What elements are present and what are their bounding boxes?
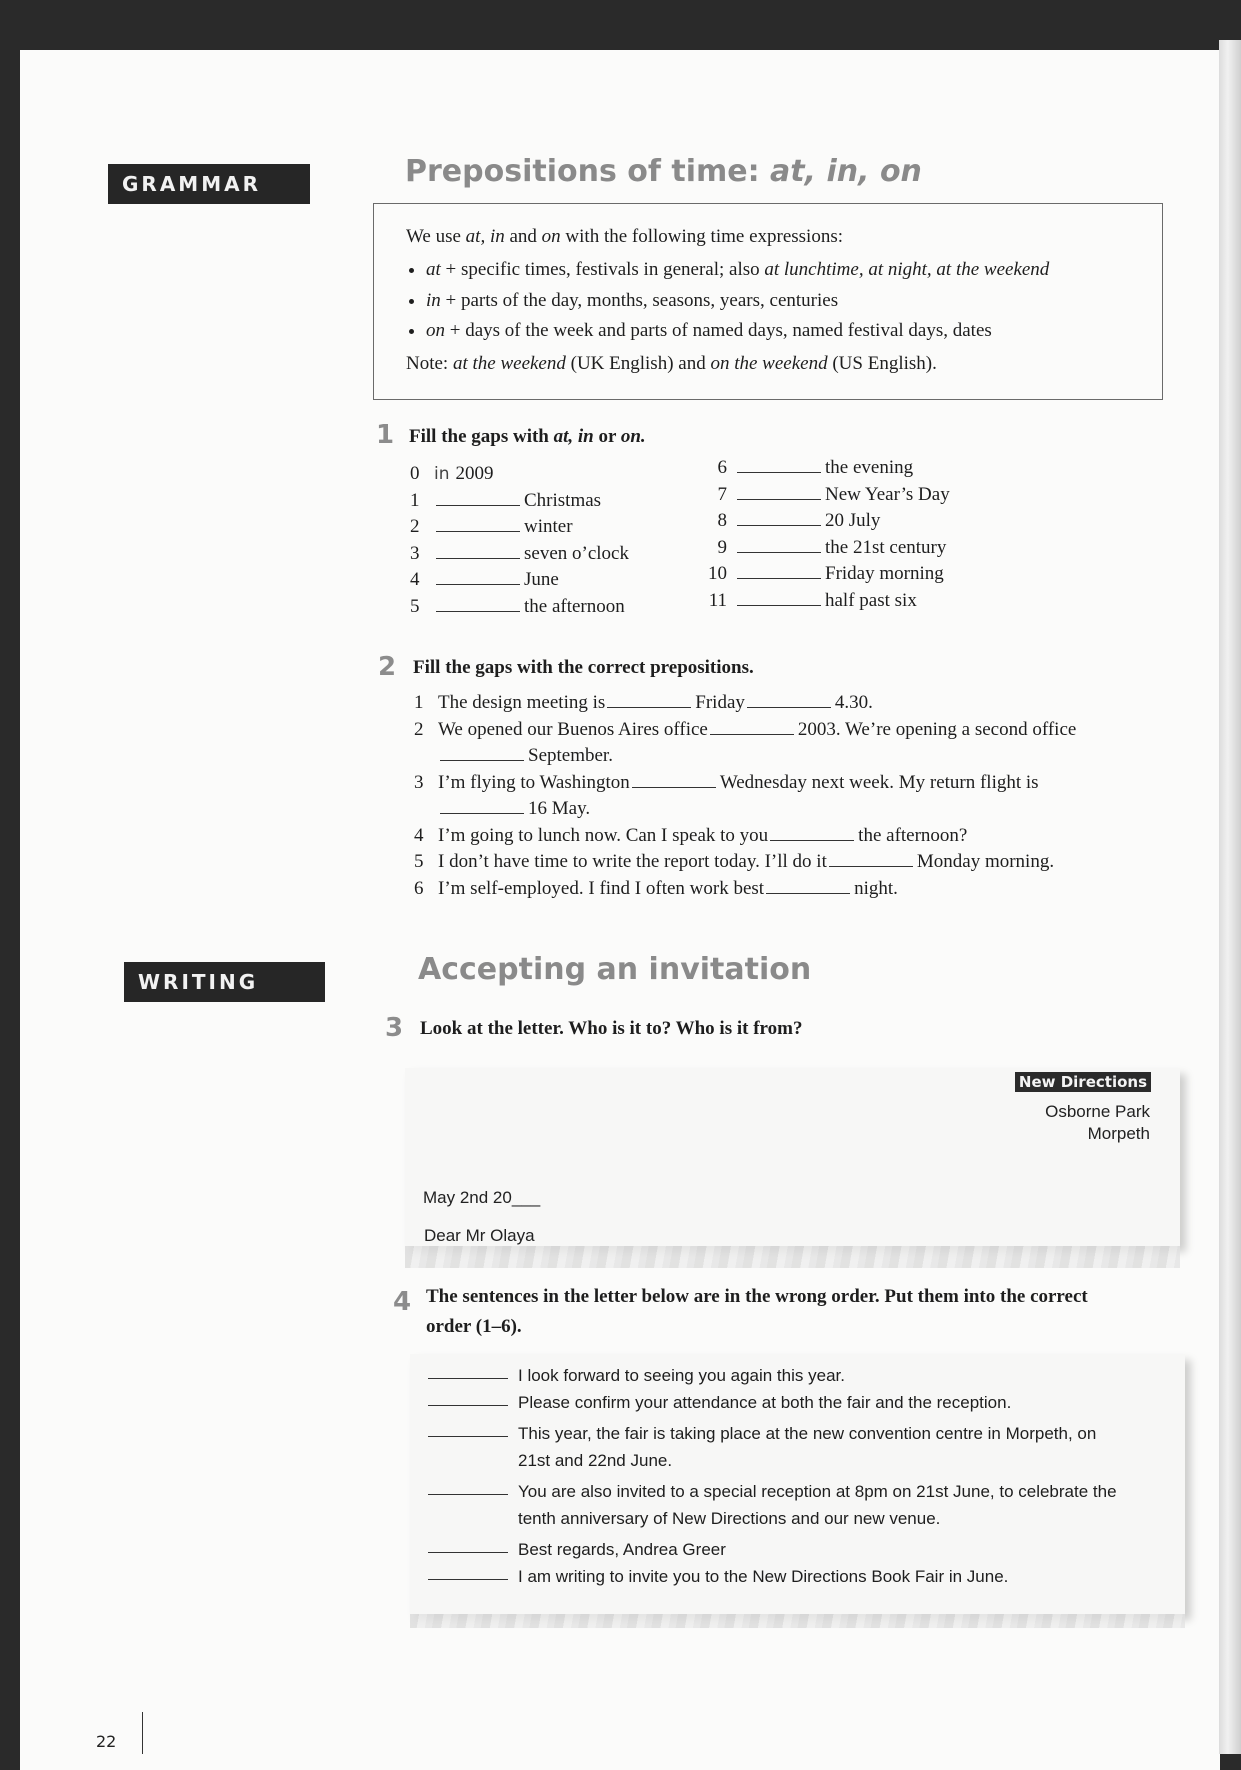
exercise-3-title: Look at the letter. Who is it to? Who is it from? <box>420 1018 803 1039</box>
item-text: 2003. We’re opening a second office <box>797 718 1077 740</box>
item-text: I don’t have time to write the report today. I’ll do it <box>438 851 827 872</box>
item-text: New Year’s Day <box>825 483 950 505</box>
order-gap[interactable] <box>428 1478 508 1495</box>
item-text: the evening <box>825 457 914 478</box>
sentence-line: You are also invited to a special reception at 8pm on 21st June, to celebrate the <box>518 1482 1117 1501</box>
item-text: night. <box>854 877 898 899</box>
item-number: 4 <box>414 824 424 846</box>
item-text: Christmas <box>524 489 602 511</box>
sentence-line: Please confirm your attendance at both the fair and the reception. <box>518 1393 1012 1412</box>
grammar-title <box>405 154 922 189</box>
grammar-rule-box <box>373 203 1163 400</box>
ex4-title-line: The sentences in the letter below are in the wrong order. Put them into the correct <box>426 1286 1088 1307</box>
sentence-line: tenth anniversary of New Directions and our new venue. <box>518 1509 941 1528</box>
writing-section-label: WRITING <box>124 962 325 1002</box>
address-line: Morpeth <box>1087 1124 1150 1143</box>
list-item-continuation <box>414 743 1174 770</box>
exercise-2-title: Fill the gaps with the correct prepositions. <box>413 657 754 678</box>
item-number: 2 <box>414 718 424 740</box>
sentence <box>518 1563 1008 1590</box>
list-item <box>693 457 1013 484</box>
letter-sentences <box>410 1354 1185 1614</box>
item-number: 3 <box>410 542 420 564</box>
item-text: the afternoon <box>524 595 625 617</box>
rule-note-mid: (UK English) and <box>565 353 711 375</box>
rule-note-us: on the weekend <box>710 353 828 375</box>
answer-gap[interactable] <box>436 491 520 506</box>
item-number: 6 <box>414 877 424 899</box>
item-text: the afternoon? <box>858 824 968 846</box>
item-text: The design meeting is <box>438 692 606 713</box>
item-number: 6 <box>717 457 727 478</box>
list-item <box>414 770 1174 797</box>
answer-gap[interactable] <box>436 517 520 532</box>
list-item <box>410 543 710 570</box>
order-gap[interactable] <box>428 1536 508 1553</box>
sentence <box>518 1389 1011 1416</box>
rule-bullet-extra: at lunchtime, at night, at the weekend <box>764 258 1050 280</box>
order-gap[interactable] <box>428 1362 508 1379</box>
answer-gap[interactable] <box>737 511 821 526</box>
answer-gap[interactable] <box>440 746 524 761</box>
answer-gap[interactable] <box>747 693 831 708</box>
answer-gap[interactable] <box>737 564 821 579</box>
list-item <box>414 823 1174 850</box>
sentence-line: I am writing to invite you to the New Directions Book Fair in June. <box>518 1567 1009 1586</box>
rule-bullet-word: on <box>426 320 445 342</box>
exercise-1-right-column <box>693 457 1013 616</box>
rule-bullet-text: + specific times, festivals in general; also <box>440 258 765 280</box>
answer-gap[interactable] <box>737 485 821 500</box>
sentence <box>518 1420 1096 1474</box>
ex1-title-pre: Fill the gaps with <box>409 426 554 447</box>
answer-gap[interactable] <box>710 720 794 735</box>
list-item <box>428 1362 1185 1389</box>
example-answer: in <box>434 464 450 484</box>
item-number: 1 <box>414 692 424 713</box>
list-item <box>410 490 710 517</box>
item-text: Friday morning <box>825 563 944 584</box>
item-text: the 21st century <box>825 536 947 558</box>
rule-intro-on: on <box>541 226 561 247</box>
answer-gap[interactable] <box>770 826 854 841</box>
grammar-section-label: GRAMMAR <box>108 164 310 204</box>
answer-gap[interactable] <box>737 538 821 553</box>
item-number: 9 <box>717 536 727 558</box>
sentence-line: 21st and 22nd June. <box>518 1451 673 1470</box>
order-gap[interactable] <box>428 1420 508 1437</box>
ex1-title-or: or <box>593 426 621 447</box>
letter-address <box>1045 1102 1150 1144</box>
rule-bullet-text: + parts of the day, months, seasons, years, centuries <box>440 289 839 311</box>
rule-intro <box>406 222 1134 253</box>
letter-excerpt <box>405 1068 1180 1246</box>
list-item <box>410 463 710 490</box>
item-number: 3 <box>414 771 424 793</box>
answer-gap[interactable] <box>436 544 520 559</box>
list-item <box>410 569 710 596</box>
item-number: 11 <box>708 589 727 611</box>
list-item <box>693 590 1013 617</box>
item-text: 20 July <box>825 510 881 531</box>
list-item <box>414 717 1174 744</box>
item-text: 4.30. <box>834 692 873 713</box>
item-number: 1 <box>410 489 420 511</box>
exercise-4-number: 4 <box>393 1287 412 1317</box>
writing-title: Accepting an invitation <box>418 952 812 987</box>
item-text: I’m self-employed. I find I often work best <box>438 877 765 899</box>
rule-note-pre: Note: <box>406 353 453 375</box>
list-item <box>414 849 1174 876</box>
item-text: seven o’clock <box>524 542 629 564</box>
answer-gap[interactable] <box>766 879 850 894</box>
list-item <box>414 690 1174 717</box>
list-item <box>428 1478 1185 1532</box>
item-text: 16 May. <box>528 798 591 819</box>
list-item <box>410 596 710 623</box>
item-number: 8 <box>717 510 727 531</box>
answer-gap[interactable] <box>737 591 821 606</box>
letter-salutation: Dear Mr Olaya <box>424 1226 535 1245</box>
rule-bullet-text: + days of the week and parts of named days, named festival days, dates <box>445 320 992 342</box>
item-number: 0 <box>410 463 420 484</box>
item-number: 2 <box>410 516 420 537</box>
answer-gap[interactable] <box>737 458 821 473</box>
rule-note <box>406 349 1134 380</box>
item-text: Friday <box>695 692 745 713</box>
list-item <box>693 563 1013 590</box>
answer-gap[interactable] <box>829 852 913 867</box>
item-text: half past six <box>825 589 917 611</box>
item-text: We opened our Buenos Aires office <box>438 718 708 740</box>
rule-intro-post: with the following time expressions: <box>560 226 843 247</box>
item-number: 5 <box>414 851 424 872</box>
sentence-line: I look forward to seeing you again this year. <box>518 1366 845 1385</box>
answer-gap[interactable] <box>440 799 524 814</box>
torn-edge <box>410 1614 1185 1628</box>
letter-date: May 2nd 20___ <box>423 1188 541 1207</box>
answer-gap[interactable] <box>632 773 716 788</box>
item-number: 7 <box>717 483 727 505</box>
rule-intro-and: and <box>504 226 542 247</box>
exercise-2-list <box>414 690 1174 902</box>
rule-bullet-on <box>426 316 1134 347</box>
rule-bullet-word: at <box>426 258 441 280</box>
rule-bullets <box>406 255 1134 347</box>
rule-note-uk: at the weekend <box>452 353 566 375</box>
exercise-1-title <box>409 426 646 448</box>
rule-bullet-at <box>426 255 1134 286</box>
list-item <box>428 1536 1185 1563</box>
item-text: winter <box>524 516 573 537</box>
item-text: Wednesday next week. My return flight is <box>719 771 1039 793</box>
list-item-continuation <box>414 796 1174 823</box>
item-text: June <box>524 569 559 590</box>
page-number-rule <box>142 1712 143 1754</box>
torn-edge <box>405 1246 1180 1268</box>
page-edge <box>1219 40 1241 1754</box>
address-line: Osborne Park <box>1045 1102 1150 1121</box>
sentence <box>518 1362 845 1389</box>
list-item <box>428 1420 1185 1474</box>
order-gap[interactable] <box>428 1563 508 1580</box>
sentence-line: This year, the fair is taking place at the new convention centre in Morpeth, on <box>518 1424 1097 1443</box>
page-number: 22 <box>96 1732 117 1751</box>
rule-note-post: (US English). <box>827 353 937 375</box>
ex1-title-words: at, in <box>553 426 594 447</box>
new-directions-logo: New Directions <box>1015 1072 1151 1092</box>
list-item <box>428 1389 1185 1416</box>
list-item <box>693 510 1013 537</box>
list-item <box>410 516 710 543</box>
list-item <box>693 537 1013 564</box>
item-text: 2009 <box>455 463 494 484</box>
rule-intro-pre: We use <box>406 226 466 247</box>
exercise-3-number: 3 <box>385 1013 404 1043</box>
exercise-1-left-column <box>410 463 710 622</box>
rule-bullet-word: in <box>426 289 441 311</box>
exercise-2-number: 2 <box>378 652 397 682</box>
sentence <box>518 1536 726 1563</box>
ex4-title-line: order (1–6). <box>426 1316 522 1337</box>
item-number: 4 <box>410 569 420 590</box>
answer-gap[interactable] <box>436 570 520 585</box>
ex1-title-on: on. <box>620 426 646 447</box>
answer-gap[interactable] <box>436 597 520 612</box>
exercise-1-number: 1 <box>376 420 395 450</box>
rule-bullet-in <box>426 286 1134 317</box>
list-item <box>428 1563 1185 1590</box>
item-text: I’m going to lunch now. Can I speak to you <box>438 824 769 846</box>
item-number: 10 <box>708 563 727 584</box>
list-item <box>414 876 1174 903</box>
order-gap[interactable] <box>428 1389 508 1406</box>
sentence-line: Best regards, Andrea Greer <box>518 1540 726 1559</box>
sentence <box>518 1478 1117 1532</box>
item-text: I’m flying to Washington <box>438 771 630 793</box>
item-text: September. <box>528 745 613 766</box>
grammar-title-text: Prepositions of time: <box>405 154 771 189</box>
list-item <box>693 484 1013 511</box>
item-number: 5 <box>410 595 420 617</box>
grammar-title-words: at, in, on <box>770 154 922 189</box>
answer-gap[interactable] <box>607 693 691 708</box>
exercise-4-title <box>426 1282 1186 1342</box>
rule-intro-words: at, in <box>465 226 505 247</box>
item-text: Monday morning. <box>916 851 1055 872</box>
